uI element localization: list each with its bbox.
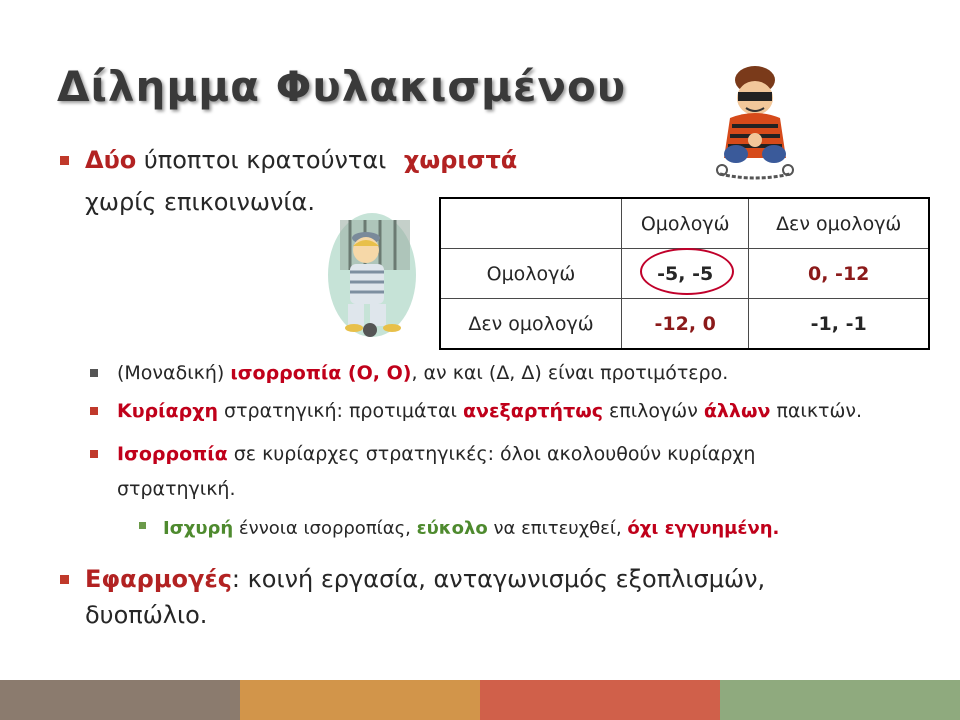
footer-bar-4 [720, 680, 960, 720]
slide-title: Δίλημμα Φυλακισμένου [57, 62, 627, 111]
sub2-text-d: επιλογών [603, 400, 704, 422]
sub2-highlight-e: άλλων [703, 400, 771, 422]
sub-bullet-dominant-equilibrium-line2 [117, 473, 236, 506]
sub3-text-d: . [229, 478, 236, 500]
sub4-text-d: να επιτευχθεί, [487, 518, 628, 539]
sub-bullet-dominant-equilibrium [117, 438, 755, 471]
sub1-text-c: , αν και (Δ, Δ) είναι προτιμότερο. [411, 362, 729, 384]
bullet-icon [90, 369, 98, 377]
sub2-text-b: στρατηγική: προτιμάται [218, 400, 463, 422]
sub4-highlight-a: Ισχυρή [163, 518, 234, 539]
table-header-row [440, 198, 929, 249]
prisoner-thinking-illustration [320, 210, 420, 340]
sub-sub-bullet-strong [163, 512, 779, 545]
table-row [440, 299, 929, 350]
equilibrium-circle [640, 248, 734, 295]
col-header-not-confess: Δεν ομολογώ [749, 198, 929, 249]
intro-line-1 [85, 142, 517, 178]
applications-text: : κοινή εργασία, ανταγωνισμός εξοπλισμών, [231, 565, 766, 593]
table-corner-cell [440, 198, 622, 249]
payoff-cell-dd: -1, -1 [749, 299, 929, 350]
bullet-icon [90, 450, 98, 458]
intro-word-separately: χωριστά [403, 146, 518, 174]
applications-line-2: δυοπώλιο. [85, 601, 208, 629]
col-header-confess: Ομολογώ [622, 198, 749, 249]
intro-text: ύποπτοι κρατούνται [136, 146, 394, 174]
sub3-text-c: στρατηγική [117, 478, 230, 500]
sub4-text-b: έννοια ισορροπίας, [233, 518, 417, 539]
payoff-cell-do: -12, 0 [622, 299, 749, 350]
sub4-highlight-e: όχι εγγυημένη. [627, 518, 780, 539]
sub3-highlight: Ισορροπία [117, 443, 228, 465]
applications-line-1 [85, 561, 765, 597]
sub3-text: σε κυρίαρχες στρατηγικές: όλοι ακολουθούν κυρίαρχη [227, 443, 756, 465]
sub2-highlight-a: Κυρίαρχη [117, 400, 218, 422]
sub2-highlight-c: ανεξαρτήτως [462, 400, 603, 422]
sub-bullet-dominant [117, 395, 862, 428]
prisoner-sitting-illustration [708, 62, 803, 184]
applications-label: Εφαρμογές [85, 565, 232, 593]
footer-bar-3 [480, 680, 720, 720]
row-header-confess: Ομολογώ [440, 249, 622, 299]
payoff-cell-oo: -5, -5 [622, 249, 749, 299]
bullet-icon [60, 156, 69, 165]
bullet-icon [90, 407, 98, 415]
sub1-highlight: ισορροπία (Ο, Ο) [230, 362, 412, 384]
sub1-text-a: (Μοναδική) [117, 362, 231, 384]
bullet-icon [139, 522, 146, 529]
bullet-icon [60, 575, 69, 584]
row-header-not-confess: Δεν ομολογώ [440, 299, 622, 350]
intro-word-two: Δύο [85, 146, 137, 174]
intro-line-2: χωρίς επικοινωνία. [85, 188, 316, 216]
sub-bullet-equilibrium [117, 357, 728, 390]
footer-bar-1 [0, 680, 240, 720]
sub4-highlight-c: εύκολο [416, 518, 488, 539]
sub2-text-f: παικτών. [770, 400, 863, 422]
payoff-cell-od: 0, -12 [749, 249, 929, 299]
footer-bar-2 [240, 680, 480, 720]
